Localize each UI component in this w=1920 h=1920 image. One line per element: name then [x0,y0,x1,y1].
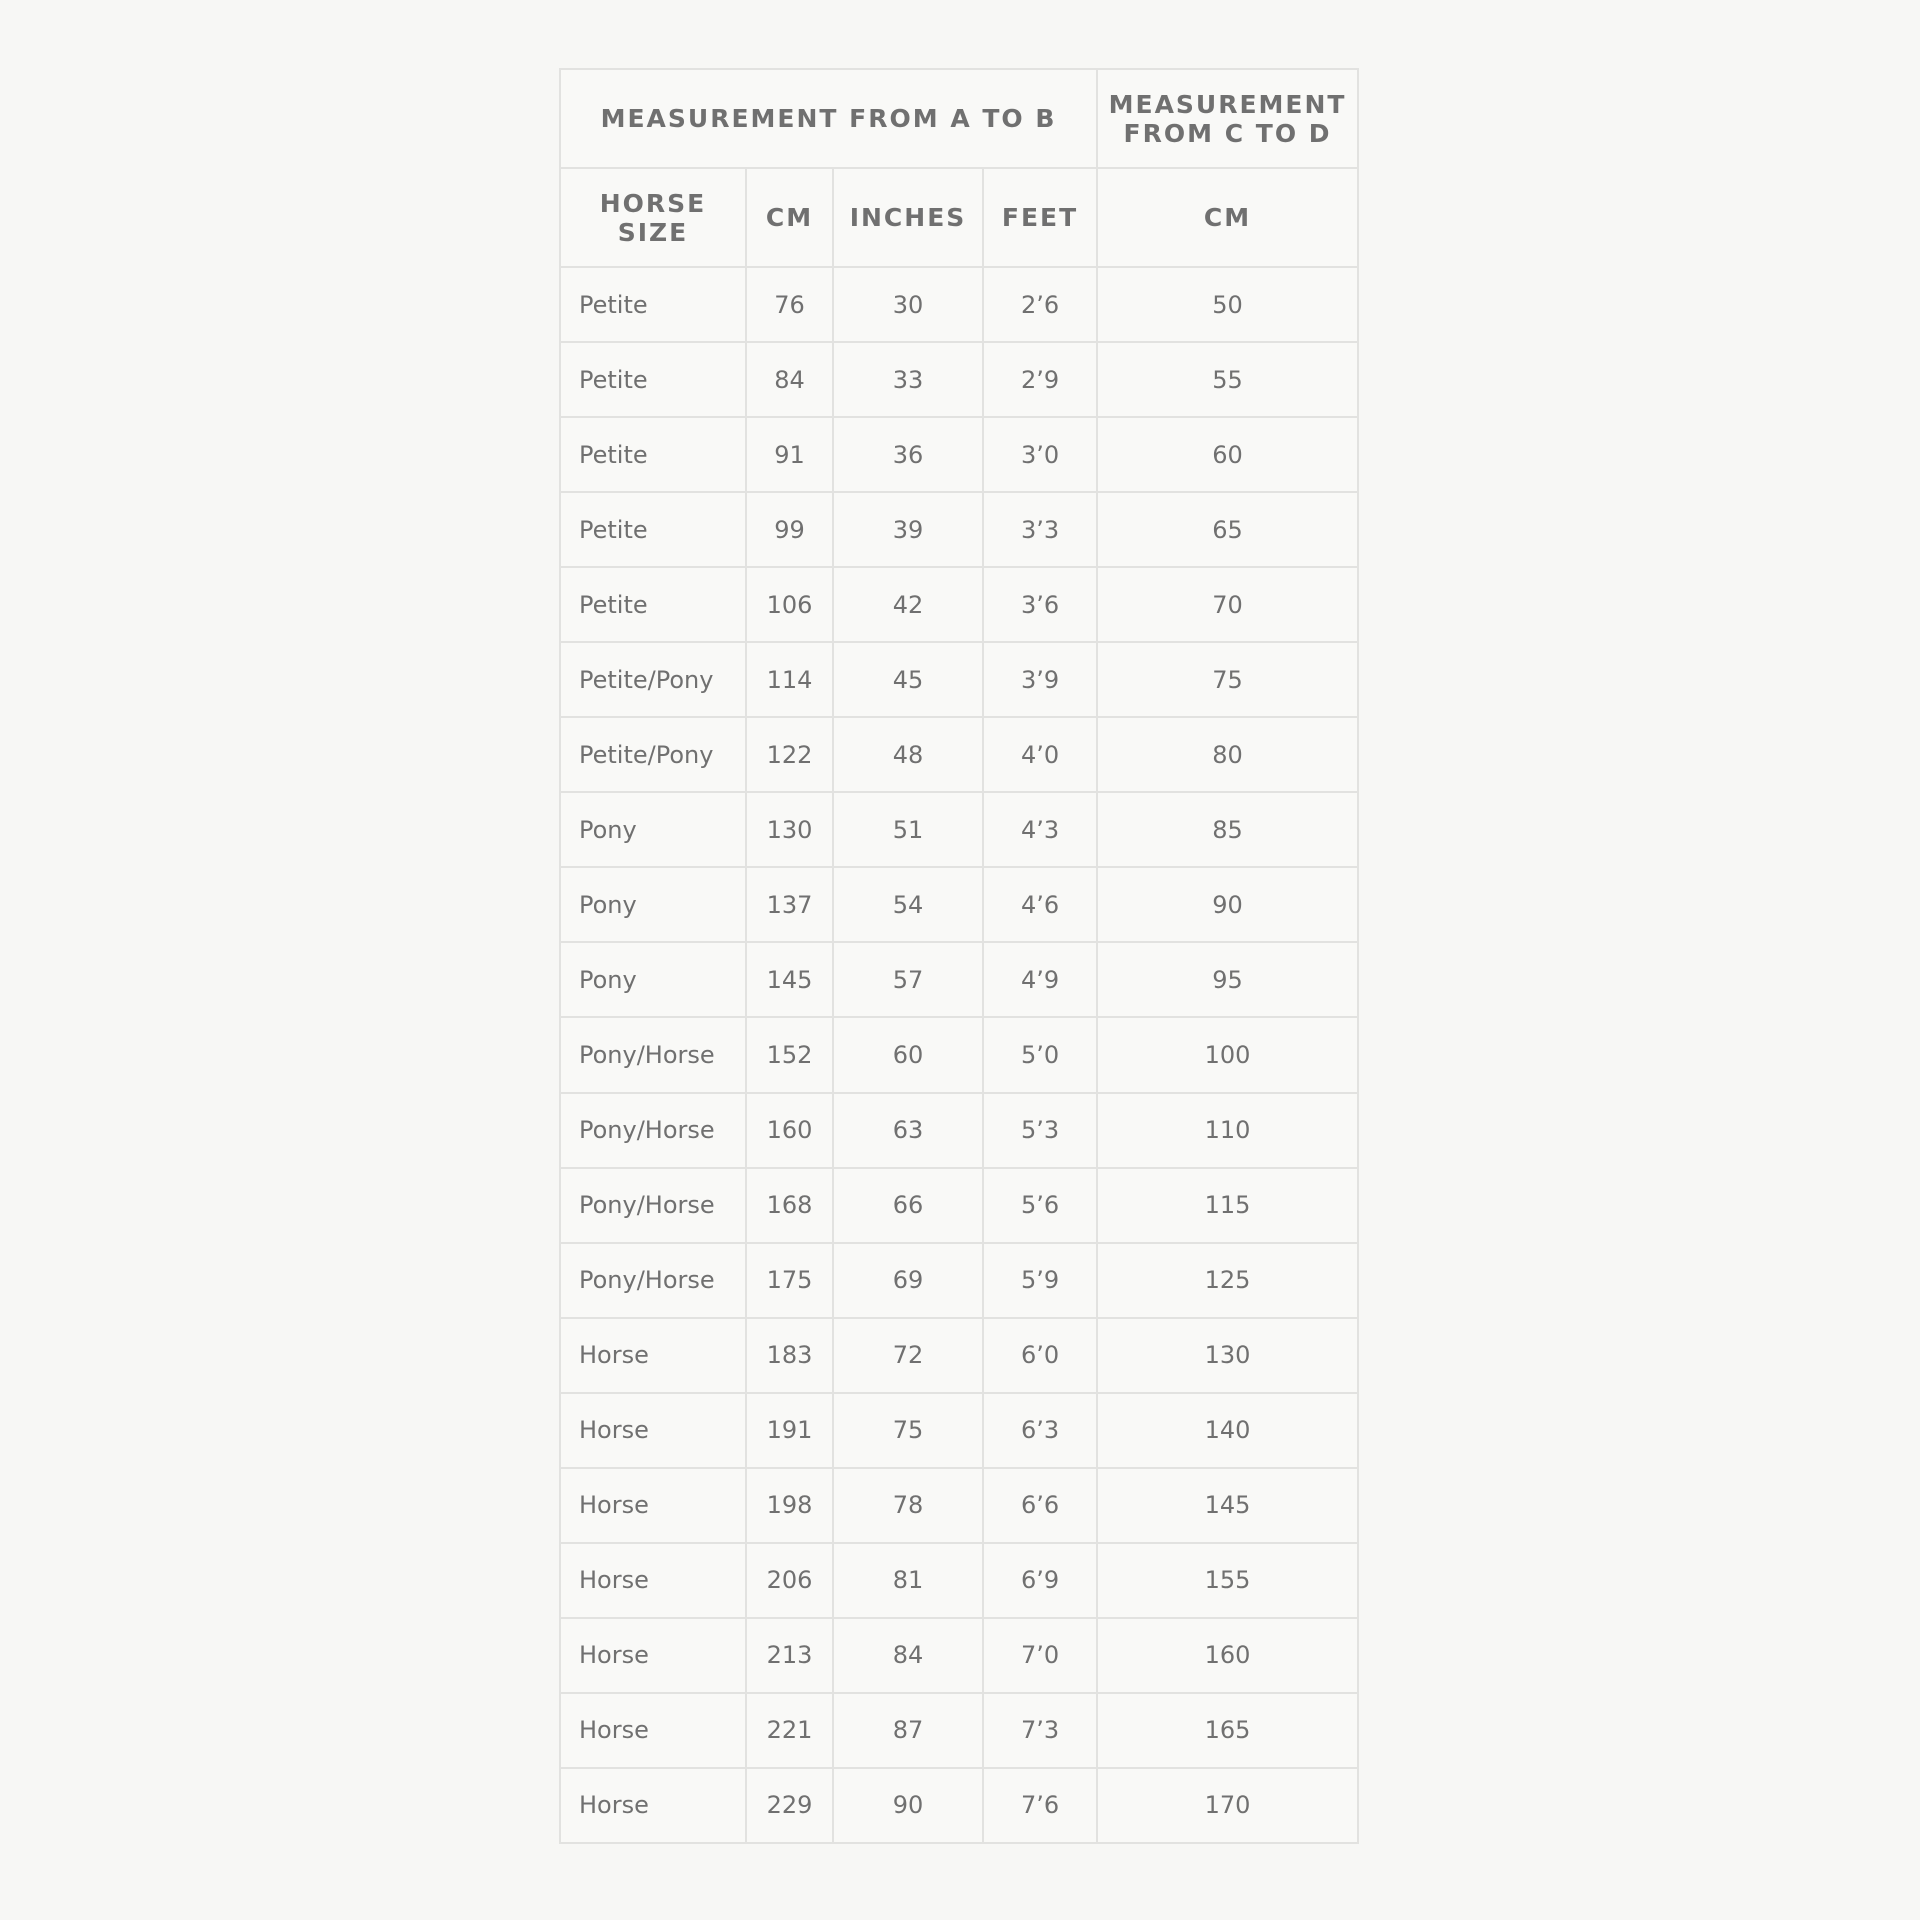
horse-size-cell: Petite [560,567,746,642]
cm-cell: 137 [746,867,833,942]
cm-c-to-d-cell: 145 [1097,1468,1358,1543]
cm-cell: 213 [746,1618,833,1693]
cm-c-to-d-cell: 75 [1097,642,1358,717]
cm-cell: 99 [746,492,833,567]
horse-size-cell: Pony [560,942,746,1017]
horse-size-cell: Pony/Horse [560,1243,746,1318]
group-header-c-to-d-line1: MEASUREMENT [1108,89,1347,119]
cm-cell: 145 [746,942,833,1017]
inches-cell: 48 [833,717,983,792]
column-header-row [560,168,1358,267]
horse-size-cell: Pony [560,792,746,867]
feet-cell: 6’6 [983,1468,1097,1543]
cm-cell: 84 [746,342,833,417]
inches-cell: 78 [833,1468,983,1543]
inches-cell: 33 [833,342,983,417]
inches-cell: 90 [833,1768,983,1843]
cm-c-to-d-cell: 125 [1097,1243,1358,1318]
cm-c-to-d-cell: 170 [1097,1768,1358,1843]
group-header-c-to-d [1097,69,1358,168]
inches-cell: 63 [833,1093,983,1168]
table-row [560,1768,1358,1843]
column-header-horse-size-line1: HORSE [599,188,707,218]
table-row [560,1093,1358,1168]
feet-cell: 6’0 [983,1318,1097,1393]
cm-cell: 106 [746,567,833,642]
inches-cell: 69 [833,1243,983,1318]
feet-cell: 3’9 [983,642,1097,717]
column-header-cm: CM [746,168,833,267]
cm-cell: 221 [746,1693,833,1768]
feet-cell: 4’6 [983,867,1097,942]
cm-c-to-d-cell: 60 [1097,417,1358,492]
feet-cell: 6’9 [983,1543,1097,1618]
column-header-horse-size-line2: SIZE [617,217,689,247]
horse-size-cell: Horse [560,1318,746,1393]
cm-c-to-d-cell: 95 [1097,942,1358,1017]
inches-cell: 36 [833,417,983,492]
feet-cell: 3’6 [983,567,1097,642]
table-row [560,417,1358,492]
cm-cell: 130 [746,792,833,867]
table-body [560,267,1358,1843]
cm-cell: 183 [746,1318,833,1393]
feet-cell: 6’3 [983,1393,1097,1468]
horse-size-cell: Horse [560,1393,746,1468]
cm-cell: 160 [746,1093,833,1168]
feet-cell: 7’6 [983,1768,1097,1843]
feet-cell: 7’3 [983,1693,1097,1768]
horse-size-cell: Pony/Horse [560,1017,746,1092]
cm-c-to-d-cell: 65 [1097,492,1358,567]
feet-cell: 4’3 [983,792,1097,867]
cm-c-to-d-cell: 155 [1097,1543,1358,1618]
column-header-cm-c-to-d: CM [1097,168,1358,267]
horse-size-cell: Pony/Horse [560,1168,746,1243]
inches-cell: 54 [833,867,983,942]
table-row [560,267,1358,342]
feet-cell: 4’0 [983,717,1097,792]
cm-c-to-d-cell: 55 [1097,342,1358,417]
group-header-a-to-b: MEASUREMENT FROM A TO B [560,69,1097,168]
horse-size-cell: Pony/Horse [560,1093,746,1168]
table-row [560,1618,1358,1693]
table-row [560,1543,1358,1618]
inches-cell: 81 [833,1543,983,1618]
feet-cell: 2’9 [983,342,1097,417]
inches-cell: 75 [833,1393,983,1468]
horse-size-cell: Petite [560,267,746,342]
cm-cell: 122 [746,717,833,792]
inches-cell: 87 [833,1693,983,1768]
cm-cell: 191 [746,1393,833,1468]
cm-c-to-d-cell: 50 [1097,267,1358,342]
horse-size-cell: Horse [560,1768,746,1843]
table-row [560,942,1358,1017]
cm-cell: 229 [746,1768,833,1843]
table-row [560,342,1358,417]
horse-size-cell: Horse [560,1543,746,1618]
inches-cell: 66 [833,1168,983,1243]
feet-cell: 5’0 [983,1017,1097,1092]
feet-cell: 4’9 [983,942,1097,1017]
group-header-row [560,69,1358,168]
cm-cell: 168 [746,1168,833,1243]
cm-c-to-d-cell: 110 [1097,1093,1358,1168]
inches-cell: 45 [833,642,983,717]
table-row [560,1693,1358,1768]
column-header-inches: INCHES [833,168,983,267]
feet-cell: 3’0 [983,417,1097,492]
cm-c-to-d-cell: 160 [1097,1618,1358,1693]
cm-cell: 91 [746,417,833,492]
inches-cell: 51 [833,792,983,867]
feet-cell: 5’9 [983,1243,1097,1318]
cm-c-to-d-cell: 70 [1097,567,1358,642]
column-header-horse-size [560,168,746,267]
horse-size-cell: Petite [560,417,746,492]
cm-c-to-d-cell: 100 [1097,1017,1358,1092]
cm-c-to-d-cell: 115 [1097,1168,1358,1243]
table-row [560,1393,1358,1468]
cm-cell: 152 [746,1017,833,1092]
cm-cell: 114 [746,642,833,717]
feet-cell: 5’3 [983,1093,1097,1168]
horse-size-cell: Petite/Pony [560,642,746,717]
cm-cell: 206 [746,1543,833,1618]
cm-c-to-d-cell: 90 [1097,867,1358,942]
cm-c-to-d-cell: 165 [1097,1693,1358,1768]
horse-size-cell: Pony [560,867,746,942]
table-header [560,69,1358,267]
table-row [560,1168,1358,1243]
table-row [560,1468,1358,1543]
horse-size-cell: Petite [560,342,746,417]
inches-cell: 30 [833,267,983,342]
column-header-feet: FEET [983,168,1097,267]
table-row [560,867,1358,942]
table-row [560,1318,1358,1393]
feet-cell: 7’0 [983,1618,1097,1693]
table-row [560,567,1358,642]
feet-cell: 5’6 [983,1168,1097,1243]
feet-cell: 2’6 [983,267,1097,342]
cm-c-to-d-cell: 130 [1097,1318,1358,1393]
horse-size-cell: Petite [560,492,746,567]
cm-c-to-d-cell: 140 [1097,1393,1358,1468]
inches-cell: 60 [833,1017,983,1092]
table-row [560,1017,1358,1092]
horse-size-cell: Horse [560,1468,746,1543]
table-row [560,717,1358,792]
cm-c-to-d-cell: 85 [1097,792,1358,867]
cm-cell: 198 [746,1468,833,1543]
table-row [560,1243,1358,1318]
table-row [560,792,1358,867]
table-row [560,642,1358,717]
table-row [560,492,1358,567]
inches-cell: 42 [833,567,983,642]
horse-size-cell: Horse [560,1693,746,1768]
feet-cell: 3’3 [983,492,1097,567]
horse-size-cell: Petite/Pony [560,717,746,792]
cm-c-to-d-cell: 80 [1097,717,1358,792]
inches-cell: 57 [833,942,983,1017]
inches-cell: 72 [833,1318,983,1393]
horse-size-cell: Horse [560,1618,746,1693]
cm-cell: 76 [746,267,833,342]
size-chart-table [559,68,1359,1844]
inches-cell: 84 [833,1618,983,1693]
cm-cell: 175 [746,1243,833,1318]
inches-cell: 39 [833,492,983,567]
group-header-c-to-d-line2: FROM C TO D [1123,118,1332,148]
